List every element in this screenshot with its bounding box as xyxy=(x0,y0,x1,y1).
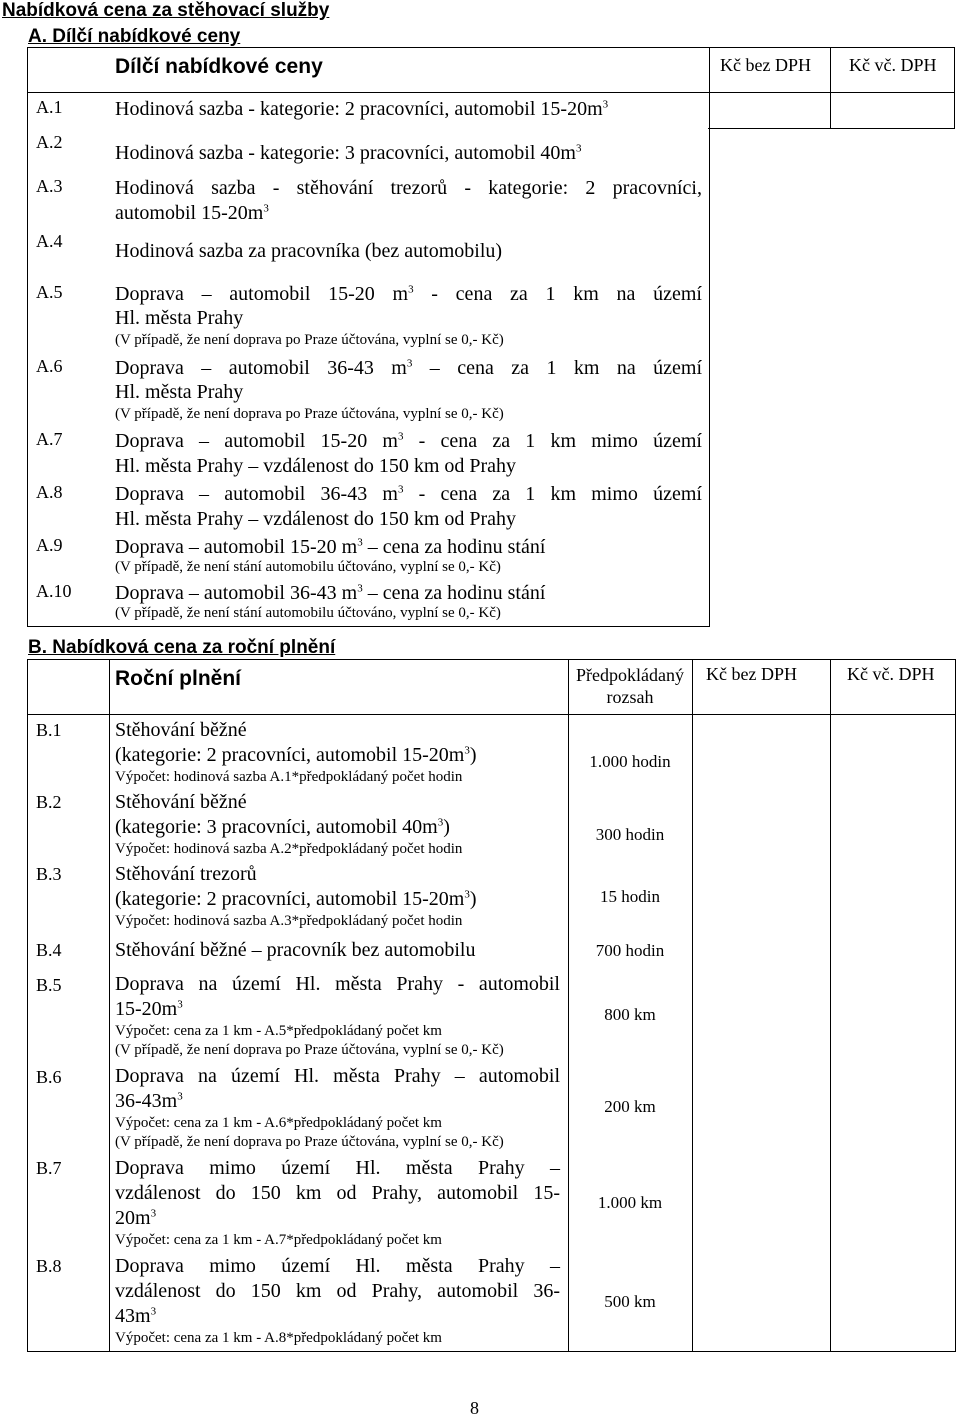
table-a-title: Dílčí nabídkové ceny xyxy=(115,55,323,78)
table-row: Doprava mimo území Hl. města Prahy – xyxy=(115,1157,560,1179)
table-a-right-edge xyxy=(954,47,955,128)
table-row-calc: Výpočet: hodinová sazba A.2*předpokládaný počet hodin xyxy=(115,841,463,857)
table-row-line2: (kategorie: 2 pracovníci, automobil $15-20m^3$) xyxy=(115,888,477,910)
table-b-col4-divider xyxy=(830,659,831,1351)
row-scope: 1.000 hodin xyxy=(589,752,671,771)
table-row: Doprava – automobil 15-20 $m^3$ - cena za 1 km mimo území xyxy=(115,430,702,452)
table-row: Doprava – automobil 36-43 $m^3$ - cena za 1 km mimo území xyxy=(115,483,702,505)
row-scope: 200 km xyxy=(604,1097,656,1116)
table-b-header-divider xyxy=(27,714,955,715)
table-row-line2: automobil $15-20m^3$ xyxy=(115,202,269,224)
table-row: Stěhování trezorů xyxy=(115,863,257,885)
table-row: Hodinová sazba za pracovníka (bez automobilu) xyxy=(115,240,503,262)
table-row: Stěhování běžné xyxy=(115,719,247,741)
table-row-line3: $20m^3$ xyxy=(115,1207,157,1229)
table-row: Doprava na území Hl. města Prahy - automobil xyxy=(115,973,560,995)
table-row-calc: Výpočet: cena za 1 km - A.6*předpokládaný počet km xyxy=(115,1115,442,1131)
table-b-col3-divider xyxy=(692,659,693,1351)
row-scope: 1.000 km xyxy=(597,1193,663,1212)
table-row-note: (V případě, že není stání automobilu účtováno, vyplní se 0,- Kč) xyxy=(115,605,501,621)
table-row: Doprava – automobil 15-20 $m^3$ - cena za 1 km na území xyxy=(115,283,702,305)
row-code: A.7 xyxy=(36,429,63,449)
row-code: B.3 xyxy=(36,864,62,884)
row-code: B.8 xyxy=(36,1256,62,1276)
table-row-note: (V případě, že není doprava po Praze účtována, vyplní se 0,- Kč) xyxy=(115,332,504,348)
table-row-line2: $36-43m^3$ xyxy=(115,1090,183,1112)
row-code: A.4 xyxy=(36,231,63,251)
table-row-line2: Hl. města Prahy – vzdálenost do 150 km od Prahy xyxy=(115,455,517,477)
table-row-line2: Hl. města Prahy xyxy=(115,307,244,329)
table-row: Doprava na území Hl. města Prahy – automobil xyxy=(115,1065,560,1087)
section-b-heading: B. Nabídková cena za roční plnění xyxy=(28,637,336,658)
table-row-calc: Výpočet: hodinová sazba A.3*předpokládaný počet hodin xyxy=(115,913,463,929)
table-a-col-divider xyxy=(830,47,831,128)
row-code: B.5 xyxy=(36,975,62,995)
table-row-line2: Hl. města Prahy – vzdálenost do 150 km od Prahy xyxy=(115,508,517,530)
row-code: A.1 xyxy=(36,97,63,117)
table-b-col1-divider xyxy=(109,659,110,1351)
row-code: B.1 xyxy=(36,720,62,740)
table-a-col-with-vat: Kč vč. DPH xyxy=(849,55,937,75)
table-row-line2: Hl. města Prahy xyxy=(115,381,244,403)
row-code: A.2 xyxy=(36,132,63,152)
table-row-note: (V případě, že není doprava po Praze účtována, vyplní se 0,- Kč) xyxy=(115,1042,504,1058)
table-row-line2: vzdálenost do 150 km od Prahy, automobil 36- xyxy=(115,1280,560,1302)
table-row: Doprava – automobil 36-43 $m^3$ – cena za hodinu stání xyxy=(115,582,546,604)
document-title: Nabídková cena za stěhovací služby xyxy=(2,0,330,21)
table-row-line2: (kategorie: 3 pracovníci, automobil $40m^3$) xyxy=(115,816,450,838)
row-scope: 500 km xyxy=(604,1292,656,1311)
row-code: B.4 xyxy=(36,940,62,960)
table-b-col-without-vat: Kč bez DPH xyxy=(706,664,797,684)
table-row: Doprava – automobil 15-20 $m^3$ – cena za hodinu stání xyxy=(115,536,546,558)
table-b-col-with-vat: Kč vč. DPH xyxy=(847,664,935,684)
table-row-calc: Výpočet: cena za 1 km - A.5*předpokládaný počet km xyxy=(115,1023,442,1039)
table-row-calc: Výpočet: hodinová sazba A.1*předpokládaný počet hodin xyxy=(115,769,463,785)
table-row: Hodinová sazba - stěhování trezorů - kategorie: 2 pracovníci, xyxy=(115,177,702,199)
row-code: B.6 xyxy=(36,1067,62,1087)
row-code: A.9 xyxy=(36,535,63,555)
table-row: Doprava – automobil 36-43 $m^3$ – cena za 1 km na území xyxy=(115,357,703,379)
table-row: Hodinová sazba - kategorie: 2 pracovníci, automobil $15-20m^3$ xyxy=(115,98,609,120)
table-a-col-without-vat: Kč bez DPH xyxy=(720,55,811,75)
table-a-header-bottom xyxy=(708,92,955,93)
table-row-note: (V případě, že není stání automobilu účtováno, vyplní se 0,- Kč) xyxy=(115,559,501,575)
table-row-calc: Výpočet: cena za 1 km - A.7*předpokládaný počet km xyxy=(115,1232,442,1248)
table-row-note: (V případě, že není doprava po Praze účtována, vyplní se 0,- Kč) xyxy=(115,406,504,422)
row-scope: 800 km xyxy=(604,1005,656,1024)
table-a-top-line xyxy=(708,47,955,48)
row-code: B.7 xyxy=(36,1158,62,1178)
table-row: Stěhování běžné – pracovník bez automobilu xyxy=(115,939,476,961)
row-code: A.6 xyxy=(36,356,63,376)
row-code: A.3 xyxy=(36,176,63,196)
table-a-header-divider xyxy=(27,92,709,93)
table-row-line2: (kategorie: 2 pracovníci, automobil $15-20m^3$) xyxy=(115,744,477,766)
row-scope: 300 hodin xyxy=(595,825,665,844)
table-row: Stěhování běžné xyxy=(115,791,247,813)
row-code: A.8 xyxy=(36,482,63,502)
table-row: Doprava mimo území Hl. města Prahy – xyxy=(115,1255,560,1277)
table-b-title: Roční plnění xyxy=(115,667,241,690)
table-a-first-row-bottom xyxy=(708,128,955,129)
row-code: A.5 xyxy=(36,282,63,302)
table-row-line2: $15-20m^3$ xyxy=(115,998,183,1020)
table-row-calc: Výpočet: cena za 1 km - A.8*předpokládaný počet km xyxy=(115,1330,442,1346)
row-scope: 700 hodin xyxy=(595,941,665,960)
table-row-line3: $43m^3$ xyxy=(115,1305,157,1327)
table-b-col-scope: Předpokládaný rozsah xyxy=(576,665,684,707)
section-a-heading: A. Dílčí nabídkové ceny xyxy=(28,26,241,47)
row-scope: 15 hodin xyxy=(600,887,660,906)
row-code: B.2 xyxy=(36,792,62,812)
page-number: 8 xyxy=(470,1398,479,1418)
table-row-note: (V případě, že není doprava po Praze účtována, vyplní se 0,- Kč) xyxy=(115,1134,504,1150)
row-code: A.10 xyxy=(36,581,72,601)
table-row-line2: vzdálenost do 150 km od Prahy, automobil 15- xyxy=(115,1182,560,1204)
table-row: Hodinová sazba - kategorie: 3 pracovníci, automobil $40m^3$ xyxy=(115,142,582,164)
